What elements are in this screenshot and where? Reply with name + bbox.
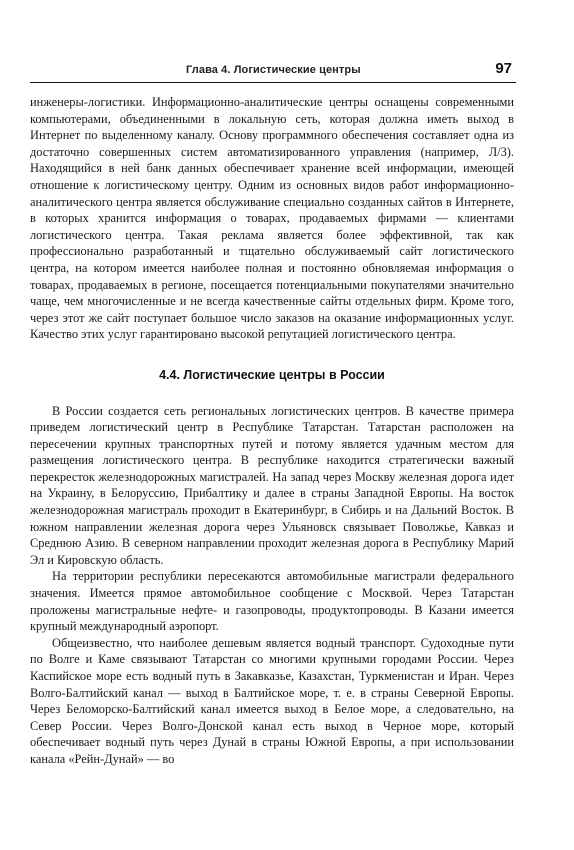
- section-title: 4.4. Логистические центры в России: [159, 367, 385, 382]
- running-head: Глава 4. Логистические центры: [186, 64, 361, 76]
- paragraph-regional-centers: В России создается сеть региональных логистических центров. В качестве примера приведем логистический центр в Республике Татарстан. Татарстан расположен на пересечении крупных транспортных путей и потому является удачным местом для размещения логистического центра. В республике находится стратегически важный перекресток железнодорожных магистралей. На запад через Москву железная дорога идет на Украину, в Белоруссию, Прибалтику и далее в страны Западной Европы. На восток железнодорожная магистраль проходит в Екатеринбург, в Сибирь и на Дальний Восток. В южном направлении железная дорога через Ульяновск связывает Поволжье, Кавказ и Среднюю Азию. В северном направлении проходит железная дорога в Республику Марий Эл и Кировскую область.: [30, 403, 514, 567]
- paragraph-highways: На территории республики пересекаются автомобильные магистрали федерального значения. Имеется прямое автомобильное сообщение с Москвой. Через Татарстан проложены магистральные нефте- и газопроводы, продуктопроводы. В Казани имеется крупный международный аэропорт.: [30, 569, 514, 634]
- intro-paragraph: инженеры-логистики. Информационно-аналитические центры оснащены современными компьютерами, объединенными в локальную сеть, которая должна иметь выход в Интернет по выделенному каналу. Основу программного обеспечения составляет одна из достаточно совершенных систем автоматизированного управления (например, Л/3). Находящийся в ней банк данных обеспечивает хранение всей информации, имеющей отношение к логистическому центру. Одним из основных видов работ информационно-аналитического центра является обслуживание специально созданных сайтов в Интернете, в которых хранится информация о товарах, продаваемых фирмами — клиентами логистического центра. Такая реклама является более эффективной, так как профессионально разработанный и тщательно обслуживаемый сайт логистического центра, на котором имеется наиболее полная и постоянно обновляемая информация о товарах, продаваемых в регионе, посещается потенциальными покупателями значительно чаще, чем многочисленные и не всегда качественные сайты отдельных фирм. Кроме того, через этот же сайт поступает большое число заказов на оказание информационных услуг. Качество этих услуг гарантировано высокой репутацией логистического центра.: [30, 95, 514, 342]
- page-body: [30, 94, 514, 768]
- page-header: [30, 60, 516, 83]
- paragraph-water-transport: Общеизвестно, что наиболее дешевым является водный транспорт. Судоходные пути по Волге и Каме связывают Татарстан со многими крупными городами России. Через Каспийское море есть водный путь в Закавказье, Казахстан, Туркменистан и Иран. Через Волго-Балтийский канал — выход в Балтийское море, т. е. в страны Северной Европы. Через Беломорско-Балтийский канал имеется выход в Белое море, а следовательно, на Север России. Через Волго-Донской канал есть выход в Черное море, который обеспечивает водный путь через Дунай в страны Южной Европы, а при использовании канала «Рейн-Дунай» — во: [30, 635, 514, 766]
- page-number: 97: [495, 60, 512, 77]
